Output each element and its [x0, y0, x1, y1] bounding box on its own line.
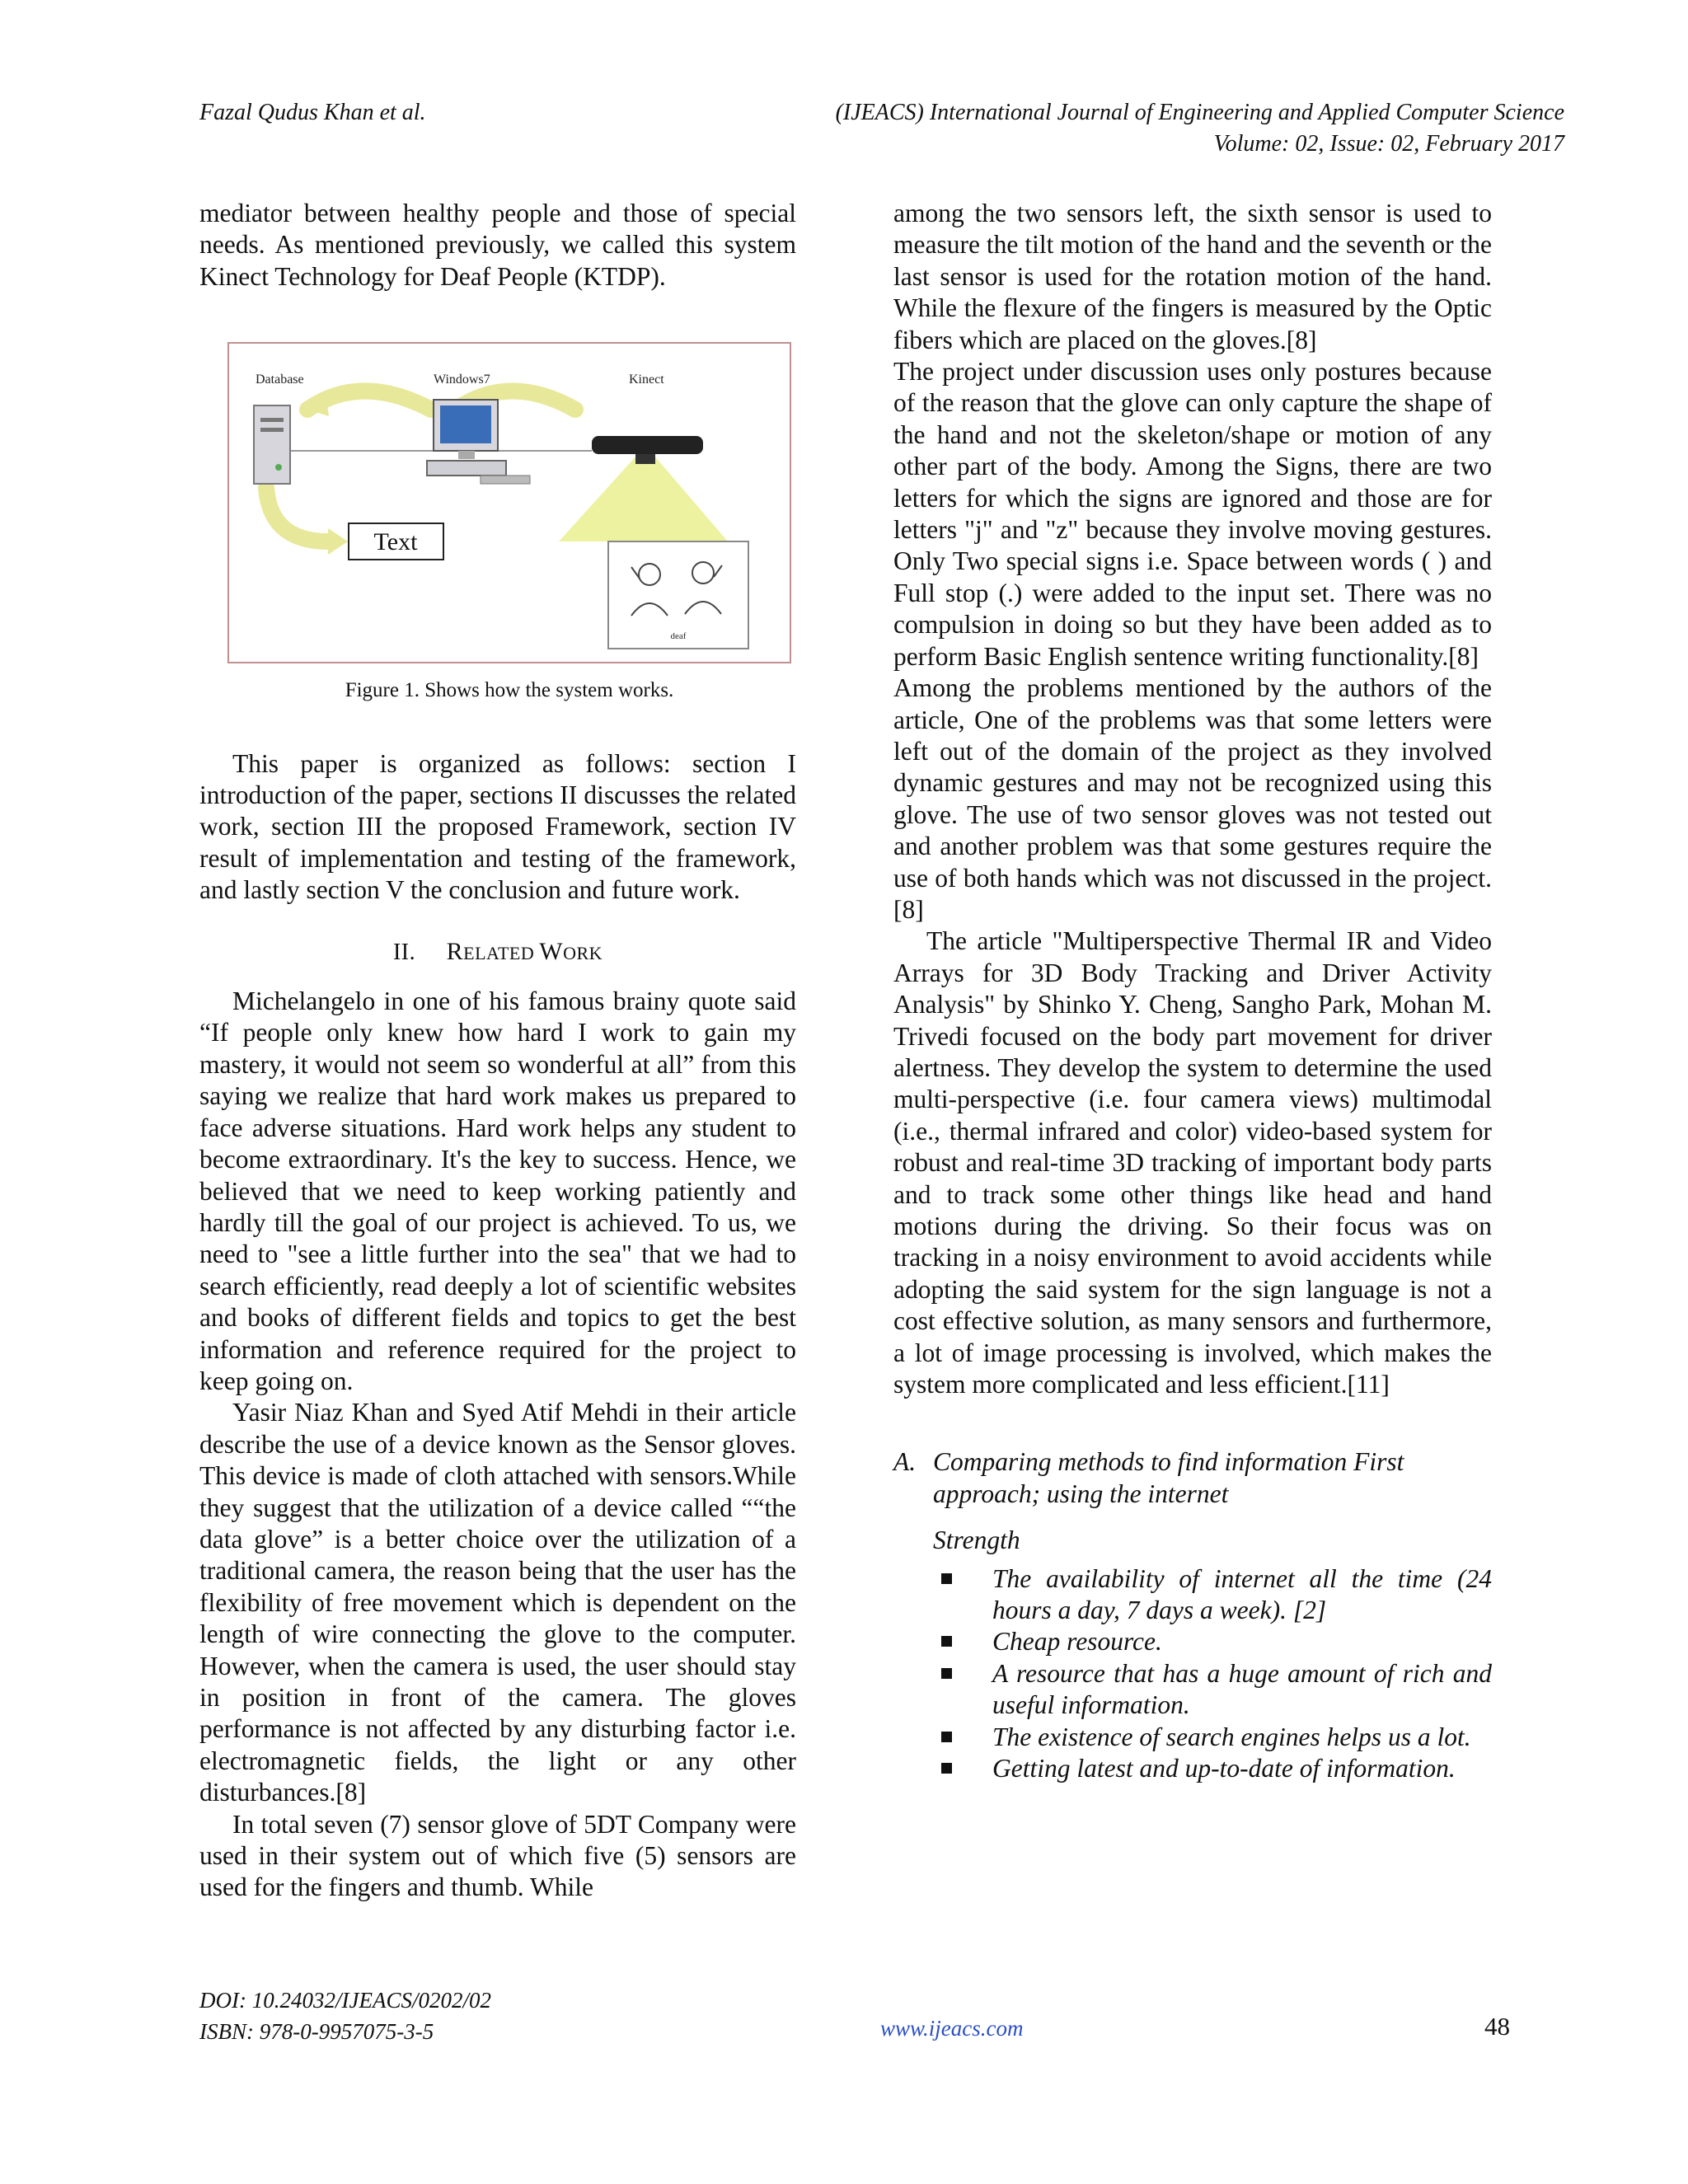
- page-number: 48: [1484, 2012, 1510, 2041]
- section-number: II.: [392, 939, 416, 965]
- figure-1-image: [227, 342, 791, 663]
- list-item: A resource that has a huge amount of rich and useful information.: [933, 1658, 1492, 1722]
- list-item: Getting latest and up-to-date of information.: [933, 1753, 1492, 1784]
- body-paragraph: Michelangelo in one of his famous brainy quote said “If people only knew how hard I work to gain my mastery, it would not seem so wonderful at all” from this saying we realize that hard work makes us prepared to face adverse situations. Hard work helps any student to become extraordinary. It's the key to success. Hence, we believed that we need to keep working patiently and hardly till the goal of our project is achieved. To us, we need to "see a little further into the sea" that we had to search efficiently, read deeply a lot of scientific websites and books of different fields and topics to get the best information and reference required for the project to keep going on.: [199, 987, 796, 1395]
- bullet-square-icon: [941, 1668, 952, 1679]
- right-column: [893, 198, 1492, 1785]
- subsection-a: [893, 1446, 1492, 1784]
- doi: DOI: 10.24032/IJEACS/0202/02: [199, 1988, 491, 2013]
- journal-name: (IJEACS) International Journal of Engineering and Applied Computer Science: [835, 100, 1564, 125]
- list-item: Cheap resource.: [933, 1626, 1492, 1657]
- section-word-ork: ORK: [563, 942, 603, 963]
- computer-icon: [427, 400, 530, 484]
- bullet-square-icon: [941, 1636, 952, 1647]
- left-column: [199, 198, 796, 1904]
- section-initial-r: R: [446, 937, 464, 965]
- journal-website-link[interactable]: www.ijeacs.com: [880, 2016, 1024, 2041]
- section-word-elated: ELATED: [463, 942, 540, 963]
- list-item: The existence of search engines helps us a lot.: [933, 1722, 1492, 1753]
- subsection-title: Comparing methods to find information First approach; using the internet: [933, 1447, 1404, 1508]
- bullet-square-icon: [941, 1763, 952, 1774]
- body-paragraph: Yasir Niaz Khan and Syed Atif Mehdi in their article describe the use of a device known as the Sensor gloves. This device is made of cloth attached with sensors.While they suggest that the utilization of a device called ““the data glove” is a better choice over the utilization of a traditional camera, the reason being that the user has the flexibility of free movement which is dependent on the length of wire connecting the glove to the computer. However, when the camera is used, the user should stay in position in front of the camera. The gloves performance is not affected by any disturbing factor i.e. electromagnetic fields, the light or any other disturbances.[8]: [199, 1398, 796, 1807]
- bullet-square-icon: [941, 1573, 952, 1584]
- body-paragraph: In total seven (7) sensor glove of 5DT Company were used in their system out of which five (5) sensors are used for the fingers and thumb. While: [199, 1809, 796, 1902]
- system-diagram: [229, 344, 790, 662]
- kinect-field-of-view: [559, 455, 728, 541]
- body-paragraph: Among the problems mentioned by the authors of the article, One of the problems was that some letters were left out of the domain of the project as they involved dynamic gestures and may not be recognized using this glove. The use of two sensor gloves was not tested out and another problem was that some gestures require the use of both hands which was not discussed in the project.[8]: [893, 673, 1492, 924]
- body-paragraph: The project under discussion uses only postures because of the reason that the glove can only capture the shape of the hand and not the skeleton/shape or motion of any other part of the body. Among the Signs, there are two letters for which the signs are ignored and those are for letters "j" and "z" because they involve moving gestures. Only Two special signs i.e. Space between words ( ) and Full stop (.) were added to the input set. There was no compulsion in doing so but they have been added as to perform Basic English sentence writing functionality.[8]: [893, 357, 1492, 671]
- kinect-label: Kinect: [629, 373, 664, 387]
- running-head-author: Fazal Qudus Khan et al.: [199, 100, 426, 125]
- intro-paragraph: mediator between healthy people and those of special needs. As mentioned previously, we called this system Kinect Technology for Deaf People (KTDP).: [199, 199, 796, 291]
- figure-caption: Figure 1. Shows how the system works.: [345, 679, 674, 702]
- body-paragraph: among the two sensors left, the sixth sensor is used to measure the tilt motion of the hand and the seventh or the last sensor is used for the rotation motion of the hand. While the flexure of the fingers is measured by the Optic fibers which are placed on the gloves.[8]: [893, 199, 1492, 354]
- subsection-heading: [893, 1446, 1492, 1510]
- strength-list: [893, 1563, 1492, 1785]
- volume-info: Volume: 02, Issue: 02, February 2017: [1213, 131, 1564, 157]
- database-server-icon: [254, 405, 290, 484]
- isbn: ISBN: 978-0-9957075-3-5: [199, 2019, 434, 2044]
- organization-paragraph: This paper is organized as follows: section I introduction of the paper, sections II discusses the related work, section III the proposed Framework, section IV result of implementation and testing of the framework, and lastly section V the conclusion and future work.: [199, 748, 796, 905]
- section-heading-related-work: [199, 936, 796, 969]
- arrow-database-to-text: [266, 488, 328, 541]
- windows-label: Windows7: [434, 373, 490, 387]
- kinect-sensor-icon: [592, 436, 703, 464]
- text-output-label: Text: [373, 528, 418, 556]
- footer-identifiers: [199, 1985, 491, 2047]
- section-initial-w: W: [539, 937, 564, 965]
- deaf-label: deaf: [670, 631, 687, 642]
- running-head-journal: [836, 97, 1564, 160]
- list-item: The availability of internet all the time (24 hours a day, 7 days a week). [2]: [933, 1563, 1492, 1627]
- subsection-letter: A.: [893, 1447, 917, 1477]
- strength-label: Strength: [933, 1526, 1020, 1555]
- figure-1: [227, 342, 791, 706]
- database-label: Database: [256, 373, 304, 387]
- bullet-square-icon: [941, 1732, 952, 1742]
- deaf-signers-image: [608, 541, 748, 649]
- body-paragraph: The article "Multiperspective Thermal IR and Video Arrays for 3D Body Tracking and Driver Activity Analysis" by Shinko Y. Cheng, Sangho Park, Mohan M. Trivedi focused on the body part movement for driver alertness. They develop the system to determine the used multi-perspective (i.e. four camera views) multimodal (i.e., thermal infrared and color) video-based system for robust and real-time 3D tracking of important body parts and to track some other things like head and hand motions during the driving. So their focus was on tracking in a noisy environment to avoid accidents while adopting the said system for the sign language is not a cost effective solution, as many sensors and furthermore, a lot of image processing is involved, which makes the system more complicated and less efficient.[11]: [893, 926, 1492, 1399]
- arrow-head-text: [328, 528, 348, 555]
